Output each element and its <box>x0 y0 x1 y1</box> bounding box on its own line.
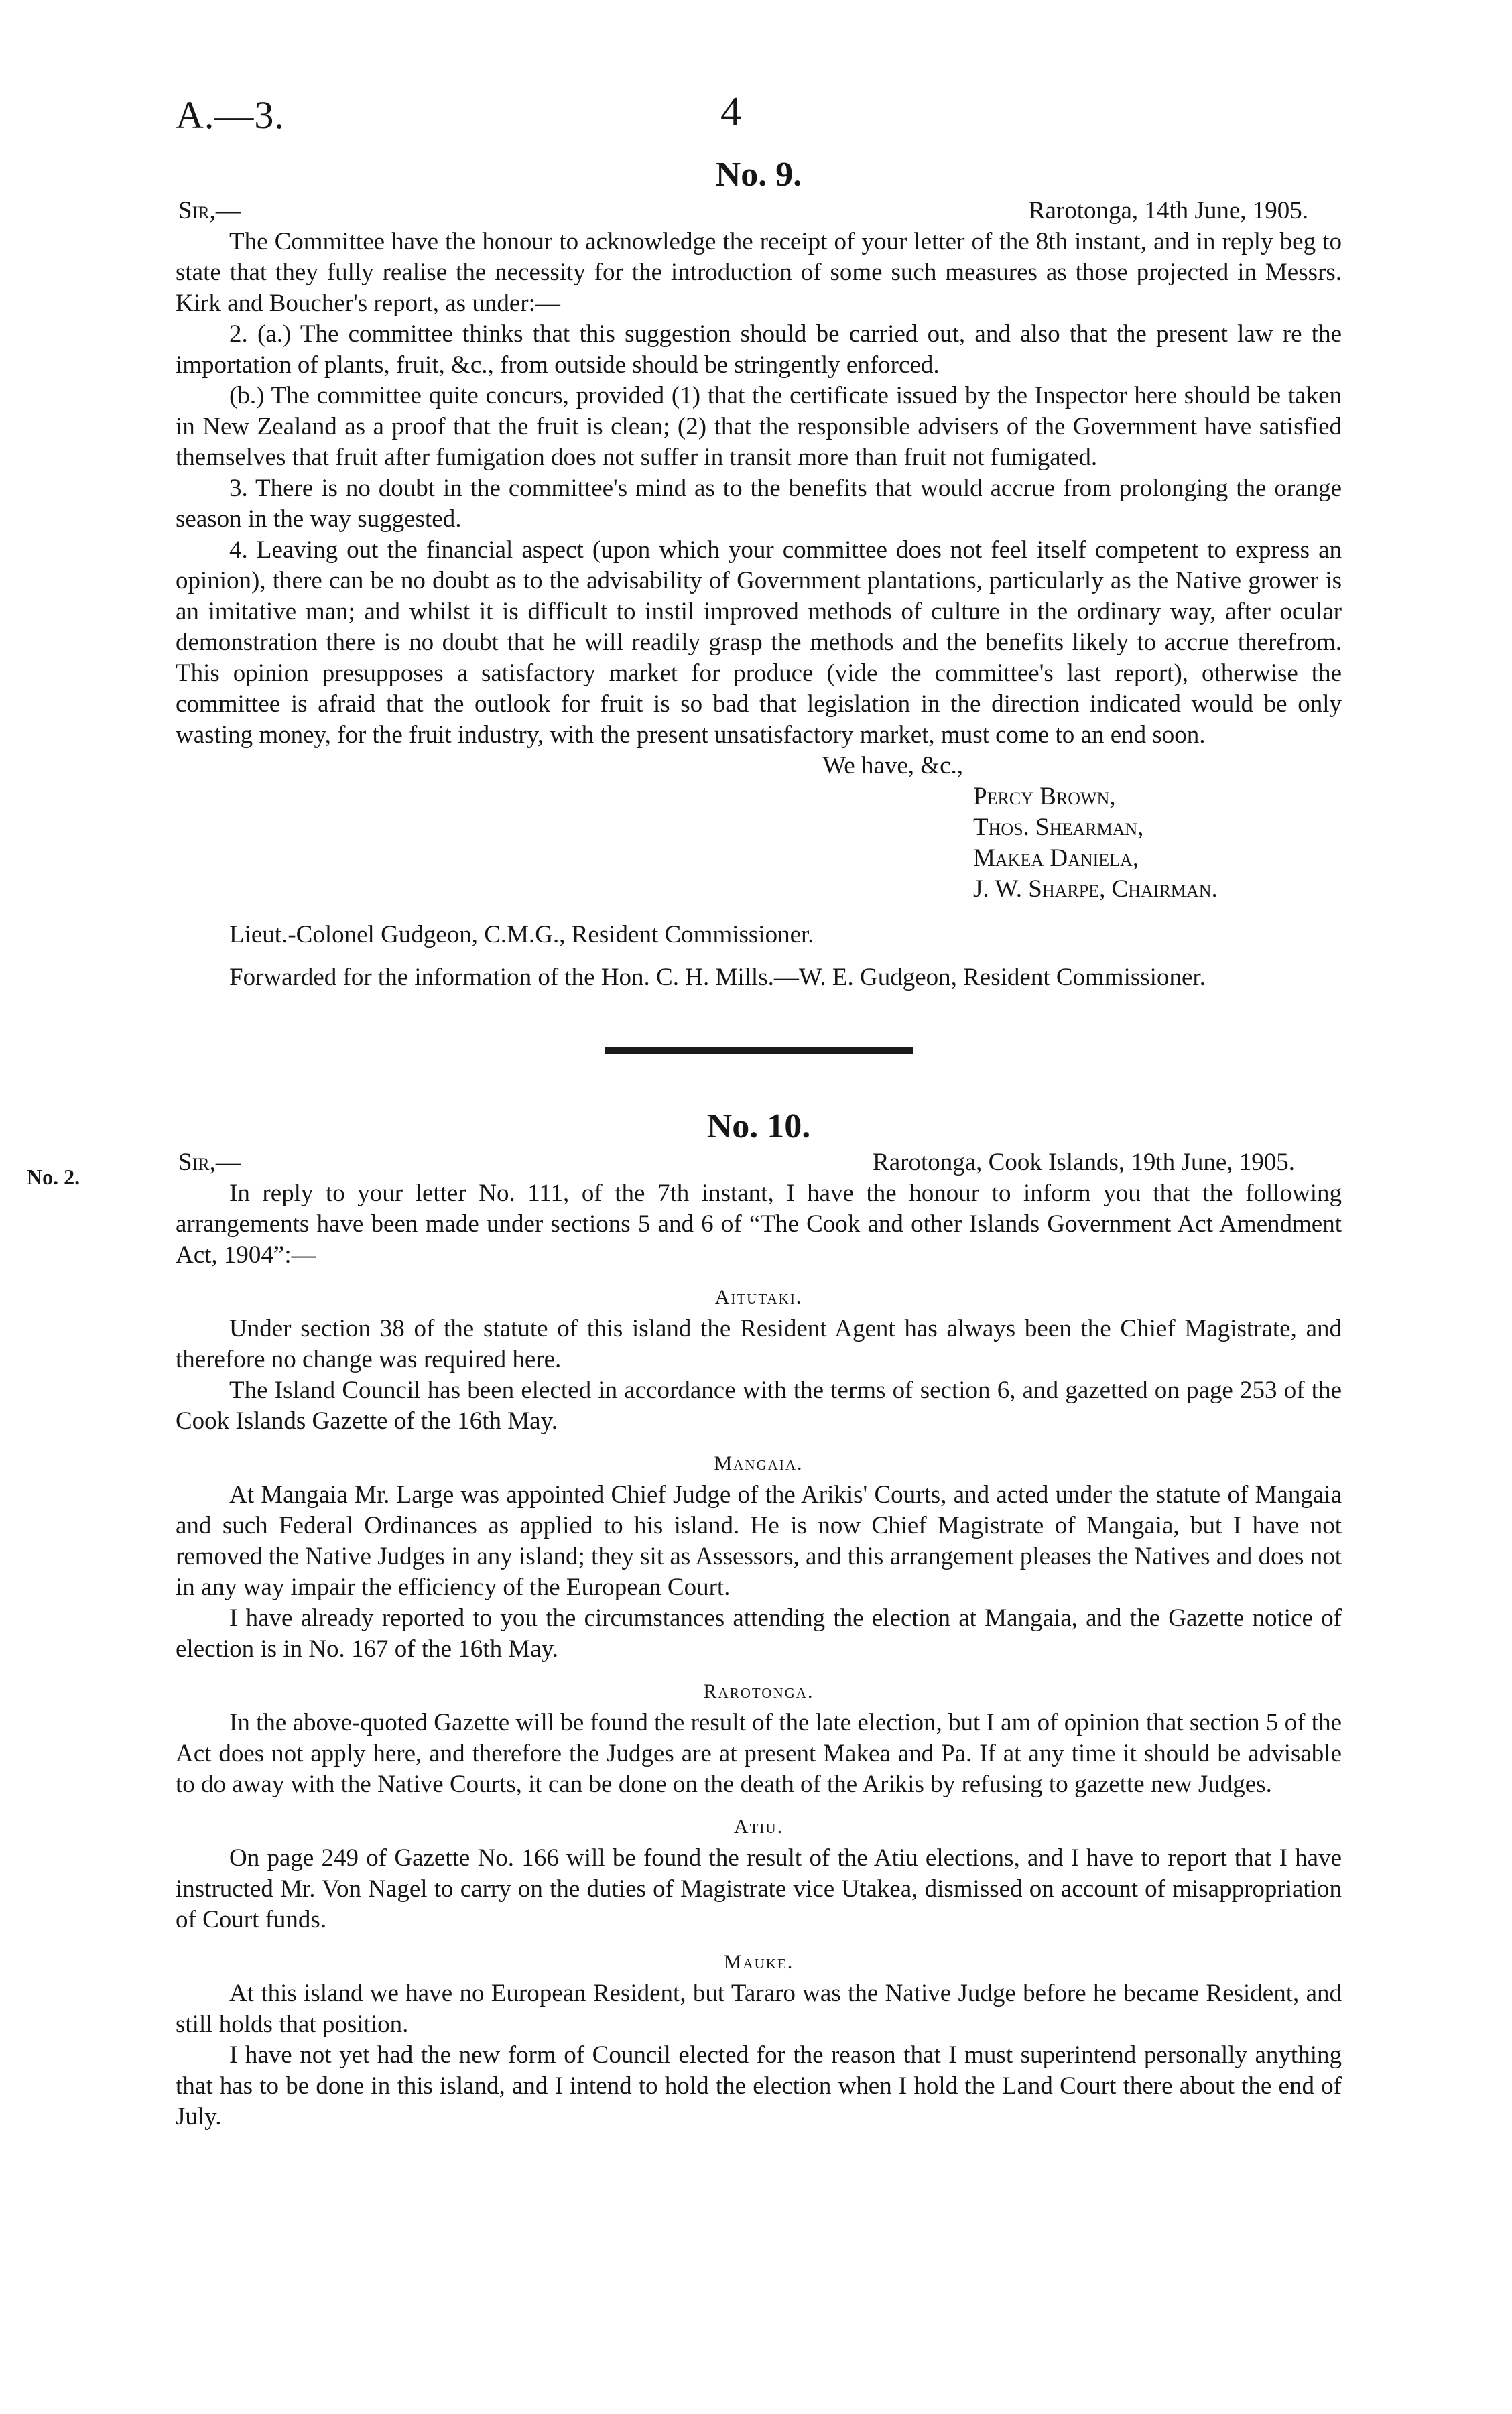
mauke-paragraph-1: At this island we have no European Resident, but Tararo was the Native Judge before he became Resident, and still holds that position. <box>176 1980 1342 2038</box>
letter-9-forwarded-note: Forwarded for the information of the Hon. C. H. Mills.—W. E. Gudgeon, Resident Commissioner. <box>229 964 1206 991</box>
signature-percy-brown: Percy Brown, <box>973 783 1116 810</box>
letter-9-heading: No. 9. <box>715 155 802 194</box>
signature-sharpe-chairman: J. W. Sharpe, Chairman. <box>973 875 1218 903</box>
signature-makea-daniela: Makea Daniela, <box>973 844 1139 872</box>
letter-9-addressee: Lieut.-Colonel Gudgeon, C.M.G., Resident Commissioner. <box>229 921 814 948</box>
letter-9-closing: We have, &c., <box>822 752 963 779</box>
letter-9-place-date: Rarotonga, 14th June, 1905. <box>1028 197 1308 225</box>
letter-9-paragraph-3: 3. There is no doubt in the committee's mind as to the benefits that would accrue from prolonging the orange season in the way suggested. <box>176 474 1342 533</box>
atiu-paragraph-1: On page 249 of Gazette No. 166 will be found the result of the Atiu elections, and I have to report that I have instructed Mr. Von Nagel to carry on the duties of Magistrate vice Utakea, dismissed on account of misappropriation of Court funds. <box>176 1844 1342 1933</box>
section-heading-atiu: Atiu. <box>733 1816 784 1838</box>
mangaia-paragraph-1: At Mangaia Mr. Large was appointed Chief Judge of the Arikis' Courts, and acted under the statute of Mangaia and such Federal Ordinances as applied to his island. He is now Chief Magistrate of Mangaia, but I have not removed the Native Judges in any island; they sit as Assessors, and this arrangement pleases the Natives and does not in any way impair the efficiency of the European Court. <box>176 1481 1342 1601</box>
letter-9-paragraph-2b: (b.) The committee quite concurs, provided (1) that the certificate issued by the Inspector here should be taken in New Zealand as a proof that the fruit is clean; (2) that the responsible advisers of the Government have satisfied themselves that fruit after fumigation does not suffer in transit more than fruit not fumigated. <box>176 382 1342 471</box>
letter-10-place-date: Rarotonga, Cook Islands, 19th June, 1905. <box>873 1149 1295 1176</box>
letter-9-signatures <box>973 781 1342 905</box>
letter-9-salutation: Sir,— <box>178 197 241 225</box>
letter-9-header-row <box>176 196 1342 227</box>
document-body <box>176 154 1342 2133</box>
mauke-paragraph-2: I have not yet had the new form of Council elected for the reason that I must superintend personally anything that has to be done in this island, and I intend to hold the election when I hold the Land Court there about the end of July. <box>176 2041 1342 2131</box>
margin-note: No. 2. <box>27 1165 80 1189</box>
mangaia-paragraph-2: I have already reported to you the circumstances attending the election at Mangaia, and the Gazette notice of election is in No. 167 of the 16th May. <box>176 1604 1342 1663</box>
section-heading-rarotonga: Rarotonga. <box>703 1680 814 1702</box>
section-heading-aitutaki: Aitutaki. <box>714 1286 803 1308</box>
letter-9-paragraph-2a: 2. (a.) The committee thinks that this suggestion should be carried out, and also that the present law re the importation of plants, fruit, &c., from outside should be stringently enforced. <box>176 320 1342 379</box>
letter-10-salutation: Sir,— <box>178 1149 241 1176</box>
signature-thos-shearman: Thos. Shearman, <box>973 814 1144 841</box>
rarotonga-paragraph-1: In the above-quoted Gazette will be found the result of the late election, but I am of opinion that section 5 of the Act does not apply here, and therefore the Judges are at present Makea and Pa. If at any time it should be advisable to do away with the Native Courts, it can be done on the death of the Arikis by refusing to gazette new Judges. <box>176 1709 1342 1798</box>
letter-10-heading: No. 10. <box>706 1107 811 1145</box>
aitutaki-paragraph-1: Under section 38 of the statute of this island the Resident Agent has always been the Chief Magistrate, and therefore no change was required here. <box>176 1315 1342 1373</box>
letter-9-paragraph-1: The Committee have the honour to acknowledge the receipt of your letter of the 8th instant, and in reply beg to state that they fully realise the necessity for the introduction of some such measures as those projected in Messrs. Kirk and Boucher's report, as under:— <box>176 228 1342 317</box>
letter-9-paragraph-4: 4. Leaving out the financial aspect (upon which your committee does not feel itself competent to express an opinion), there can be no doubt as to the advisability of Government plantations, particularly as the Native grower is an imitative man; and whilst it is difficult to instil improved methods of culture in the ordinary way, after ocular demonstration there is no doubt that he will readily grasp the methods and the benefits likely to accrue therefrom. This opinion presupposes a satisfactory market for produce (vide the committee's last report), otherwise the committee is afraid that the outlook for fruit is so bad that legislation in the direction indicated would be only wasting money, for the fruit industry, with the present unsatisfactory market, must come to an end soon. <box>176 536 1342 749</box>
section-divider <box>605 1047 913 1054</box>
document-reference: A.—3. <box>176 93 285 137</box>
section-heading-mauke: Mauke. <box>723 1951 794 1973</box>
aitutaki-paragraph-2: The Island Council has been elected in accordance with the terms of section 6, and gazetted on page 253 of the Cook Islands Gazette of the 16th May. <box>176 1377 1342 1435</box>
letter-10-header-row <box>176 1147 1342 1178</box>
page-number: 4 <box>720 89 741 135</box>
section-heading-mangaia: Mangaia. <box>714 1452 804 1474</box>
letter-10-paragraph-1: In reply to your letter No. 111, of the 7th instant, I have the honour to inform you that the following arrangements have been made under sections 5 and 6 of “The Cook and other Islands Government Act Amendment Act, 1904”:— <box>176 1180 1342 1269</box>
